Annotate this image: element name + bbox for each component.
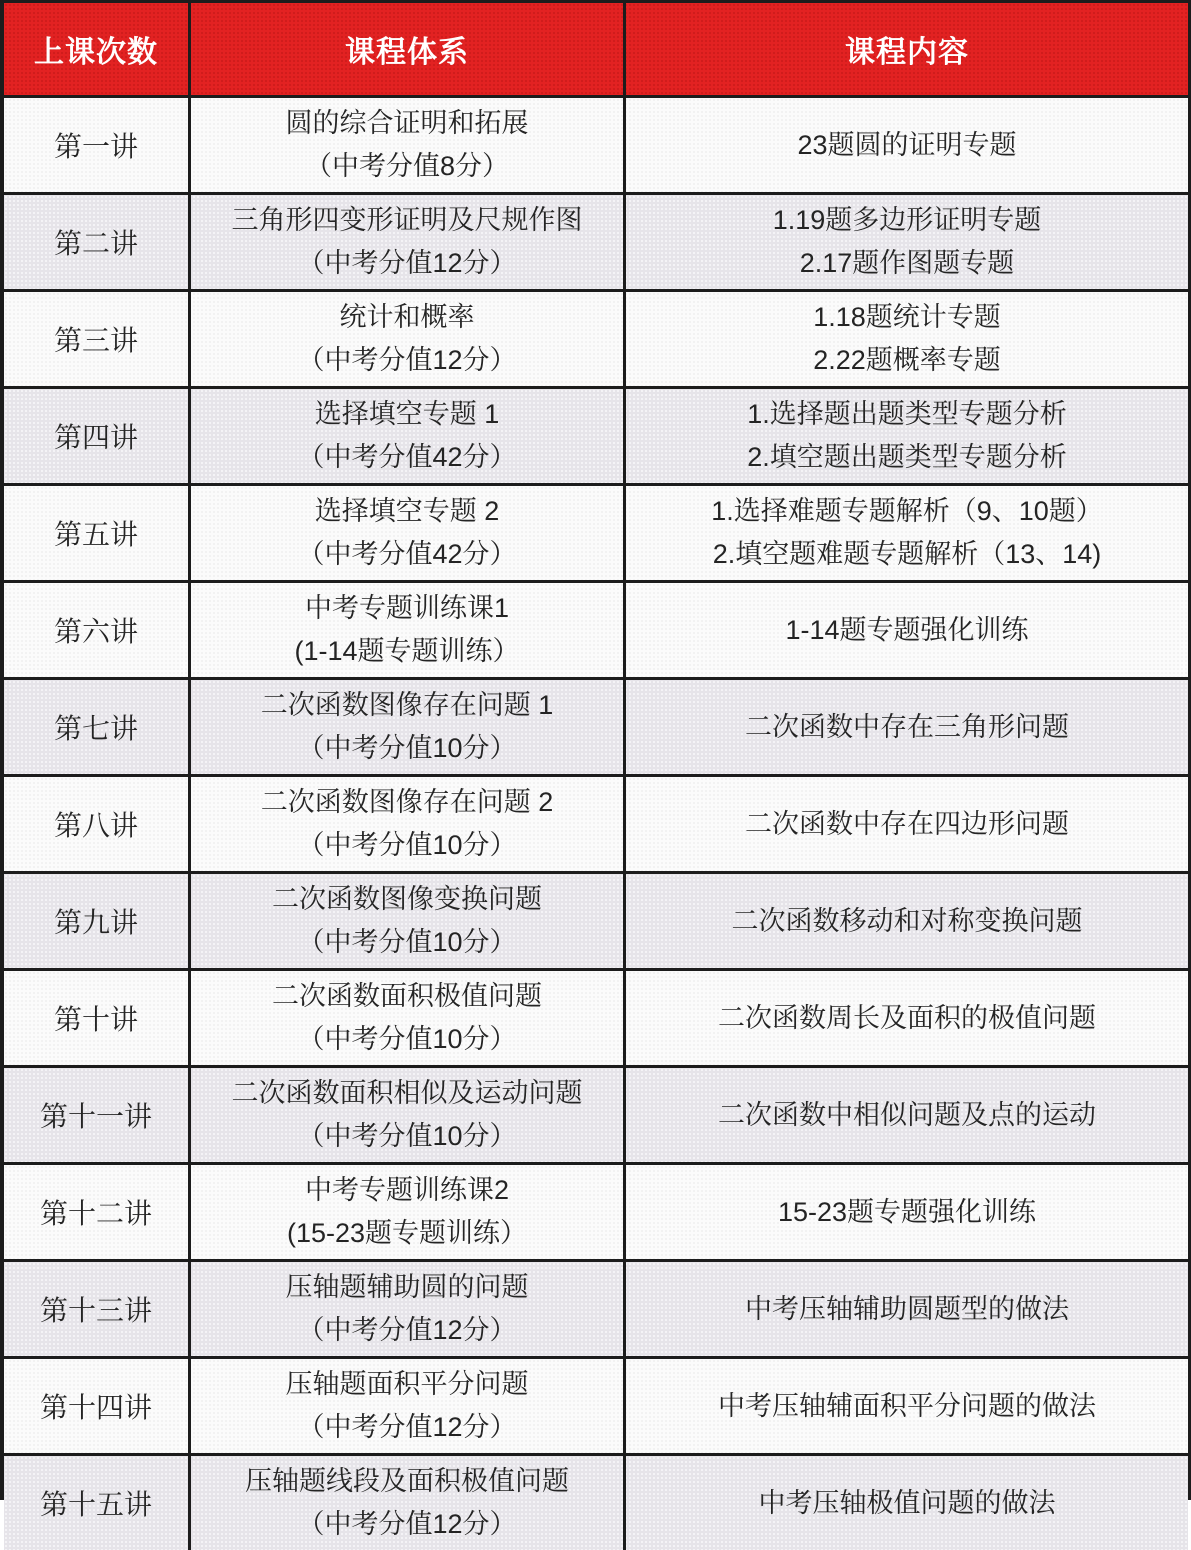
header-cell-course-system: 课程体系 — [188, 3, 623, 95]
lesson-number-label: 第五讲 — [53, 519, 138, 550]
course-system-cell — [188, 971, 623, 1065]
table-row — [4, 871, 1188, 968]
table-row — [4, 677, 1188, 774]
course-content-line: 2.填空题出题类型专题分析 — [747, 442, 1067, 472]
course-system-cell — [188, 1456, 623, 1550]
course-content-cell — [623, 1456, 1188, 1550]
course-content-line: 2.17题作图题专题 — [799, 248, 1015, 278]
course-system-line: （中考分值12分） — [297, 345, 517, 375]
lesson-number-label: 第八讲 — [53, 810, 138, 841]
course-content-cell — [623, 389, 1188, 483]
table-row — [4, 580, 1188, 677]
course-system-line: 选择填空专题 2 — [314, 496, 500, 526]
course-content-line: 1-14题专题强化训练 — [785, 614, 1029, 645]
course-system-cell — [188, 1165, 623, 1259]
table-header-row — [4, 3, 1188, 95]
lesson-number-label: 第十四讲 — [39, 1392, 152, 1423]
course-system-line: （中考分值10分） — [297, 1121, 517, 1151]
table-row — [4, 1453, 1188, 1550]
course-content-line: 二次函数移动和对称变换问题 — [731, 905, 1083, 936]
table-row — [4, 95, 1188, 192]
course-system-line: 二次函数图像存在问题 2 — [260, 787, 554, 817]
course-system-line: 二次函数图像存在问题 1 — [260, 690, 554, 720]
course-system-line: 圆的综合证明和拓展 — [285, 108, 529, 138]
course-system-cell — [188, 1068, 623, 1162]
course-content-cell — [623, 583, 1188, 677]
table-row — [4, 774, 1188, 871]
course-content-cell — [623, 971, 1188, 1065]
course-system-cell — [188, 583, 623, 677]
course-system-cell — [188, 98, 623, 192]
table-row — [4, 386, 1188, 483]
lesson-number-label: 第二讲 — [53, 228, 138, 259]
course-system-cell — [188, 292, 623, 386]
course-system-line: 压轴题辅助圆的问题 — [285, 1272, 529, 1302]
lesson-number-cell — [4, 1456, 188, 1550]
course-system-line: （中考分值42分） — [297, 539, 517, 569]
course-system-line: 中考专题训练课1 — [304, 593, 510, 623]
course-content-line: 2.22题概率专题 — [813, 345, 1001, 375]
header-cell-lesson-count: 上课次数 — [34, 36, 158, 69]
course-system-cell — [188, 389, 623, 483]
course-system-line: 统计和概率 — [339, 302, 475, 332]
lesson-number-cell — [4, 680, 188, 774]
course-system-line: （中考分值12分） — [297, 1412, 517, 1442]
course-system-cell — [188, 195, 623, 289]
course-content-line: 二次函数中存在四边形问题 — [745, 808, 1069, 839]
course-system-cell — [188, 680, 623, 774]
table-row — [4, 1065, 1188, 1162]
course-system-line: （中考分值8分） — [304, 151, 510, 181]
course-system-cell — [188, 1359, 623, 1453]
course-content-cell — [623, 292, 1188, 386]
lesson-number-cell — [4, 777, 188, 871]
lesson-number-cell — [4, 1262, 188, 1356]
lesson-number-cell — [4, 486, 188, 580]
course-system-line: （中考分值42分） — [297, 442, 517, 472]
course-system-line: (1-14题专题训练） — [294, 636, 520, 666]
course-content-line: 中考压轴辅面积平分问题的做法 — [718, 1390, 1096, 1421]
lesson-number-cell — [4, 389, 188, 483]
course-content-line: 中考压轴极值问题的做法 — [758, 1487, 1056, 1518]
course-content-cell — [623, 874, 1188, 968]
course-system-line: （中考分值10分） — [297, 1024, 517, 1054]
course-system-line: 压轴题线段及面积极值问题 — [245, 1466, 569, 1496]
table-row — [4, 968, 1188, 1065]
lesson-number-cell — [4, 874, 188, 968]
course-system-line: 二次函数面积相似及运动问题 — [231, 1078, 583, 1108]
lesson-number-cell — [4, 971, 188, 1065]
table-row — [4, 1162, 1188, 1259]
course-system-line: 二次函数面积极值问题 — [272, 981, 542, 1011]
course-system-cell — [188, 874, 623, 968]
course-content-line: 2.填空题难题专题解析（13、14) — [712, 539, 1102, 569]
header-cell-course-content: 课程内容 — [623, 3, 1188, 95]
table-row — [4, 1259, 1188, 1356]
lesson-number-label: 第七讲 — [53, 713, 138, 744]
lesson-number-cell — [4, 1359, 188, 1453]
lesson-number-label: 第十二讲 — [39, 1198, 152, 1229]
course-system-line: 二次函数图像变换问题 — [272, 884, 542, 914]
course-system-line: (15-23题专题训练） — [286, 1218, 528, 1248]
lesson-number-label: 第十三讲 — [39, 1295, 152, 1326]
course-content-cell — [623, 680, 1188, 774]
course-content-line: 1.19题多边形证明专题 — [772, 205, 1042, 235]
course-content-cell — [623, 486, 1188, 580]
course-content-cell — [623, 195, 1188, 289]
course-content-cell — [623, 1359, 1188, 1453]
course-content-cell — [623, 1068, 1188, 1162]
lesson-number-cell — [4, 292, 188, 386]
course-system-line: （中考分值10分） — [297, 927, 517, 957]
table-row — [4, 1356, 1188, 1453]
course-content-cell — [623, 98, 1188, 192]
course-content-line: 1.选择难题专题解析（9、10题） — [711, 496, 1103, 526]
course-content-line: 23题圆的证明专题 — [797, 129, 1017, 160]
course-system-line: （中考分值10分） — [297, 733, 517, 763]
table-row — [4, 289, 1188, 386]
course-content-line: 1.选择题出题类型专题分析 — [747, 399, 1067, 429]
course-content-cell — [623, 1262, 1188, 1356]
lesson-number-cell — [4, 98, 188, 192]
course-system-cell — [188, 777, 623, 871]
course-content-line: 中考压轴辅助圆题型的做法 — [745, 1293, 1069, 1324]
table-row — [4, 483, 1188, 580]
course-system-cell — [188, 486, 623, 580]
lesson-number-label: 第十五讲 — [39, 1489, 152, 1520]
course-content-cell — [623, 1165, 1188, 1259]
lesson-number-cell — [4, 1068, 188, 1162]
lesson-number-cell — [4, 1165, 188, 1259]
lesson-number-label: 第一讲 — [53, 131, 138, 162]
lesson-number-label: 第九讲 — [53, 907, 138, 938]
course-system-line: （中考分值12分） — [297, 248, 517, 278]
course-content-line: 15-23题专题强化训练 — [777, 1196, 1037, 1227]
course-system-line: 选择填空专题 1 — [314, 399, 500, 429]
course-content-line: 二次函数中相似问题及点的运动 — [718, 1099, 1096, 1130]
course-system-cell — [188, 1262, 623, 1356]
course-content-line: 1.18题统计专题 — [813, 302, 1001, 332]
lesson-number-label: 第十讲 — [53, 1004, 138, 1035]
lesson-number-label: 第十一讲 — [39, 1101, 152, 1132]
lesson-number-label: 第四讲 — [53, 422, 138, 453]
course-system-line: 三角形四变形证明及尺规作图 — [231, 205, 583, 235]
lesson-number-cell — [4, 195, 188, 289]
lesson-number-cell — [4, 583, 188, 677]
course-content-line: 二次函数周长及面积的极值问题 — [718, 1002, 1096, 1033]
course-content-cell — [623, 777, 1188, 871]
course-content-line: 二次函数中存在三角形问题 — [745, 711, 1069, 742]
course-system-line: 中考专题训练课2 — [304, 1175, 510, 1205]
table-row — [4, 192, 1188, 289]
lesson-number-label: 第三讲 — [53, 325, 138, 356]
course-system-line: 压轴题面积平分问题 — [285, 1369, 529, 1399]
course-system-line: （中考分值12分） — [297, 1509, 517, 1539]
course-system-line: （中考分值10分） — [297, 830, 517, 860]
lesson-number-label: 第六讲 — [53, 616, 138, 647]
course-system-line: （中考分值12分） — [297, 1315, 517, 1345]
